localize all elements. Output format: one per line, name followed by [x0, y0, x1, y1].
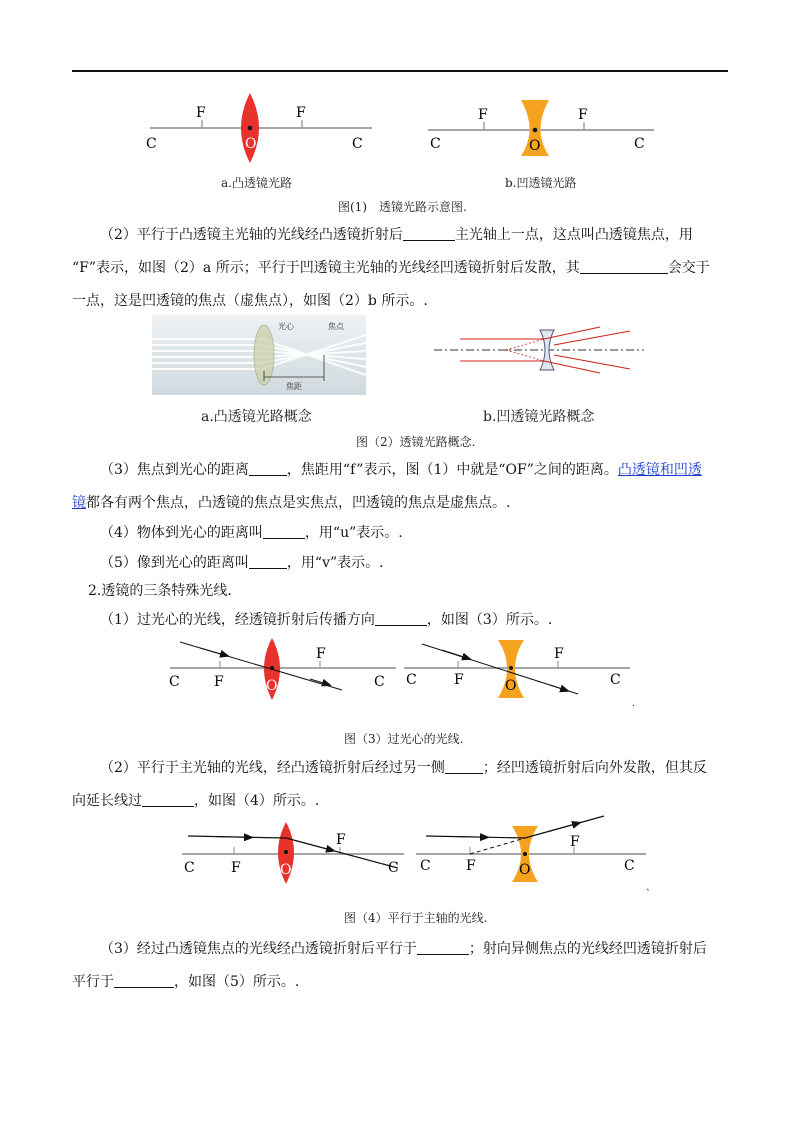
caption-concave-concept: b.凹透镜光路概念 — [483, 409, 595, 425]
label-O: O — [245, 136, 257, 152]
label-F: F — [478, 107, 488, 123]
figure-1-title: 图(1) 透镜光路示意图. — [338, 200, 467, 214]
caption-convex-concept: a.凸透镜光路概念 — [201, 409, 312, 425]
answer-blank[interactable] — [263, 524, 305, 539]
paragraph-focus: （2）平行于凸透镜主光轴的光线经凸透镜折射后 主光轴上一点，这点叫凸透镜焦点，用 “F”表示，如图（2）a 所示；平行于凹透镜主光轴的光线经凹透镜折射后发散，其 会交于 一点，这是凹透镜的焦点（虚焦点），如图（2）b 所示。. — [72, 227, 710, 309]
paragraph-parallel-rays: （2）平行于主光轴的光线，经凸透镜折射后经过另一侧 ；经凹透镜折射后向外发散，但其反 向延长线过 ，如图（4）所示。. — [72, 760, 707, 809]
answer-blank[interactable] — [249, 461, 287, 476]
svg-text:光心: 光心 — [278, 322, 294, 331]
svg-text:C: C — [184, 860, 195, 876]
caption-concave: b.凹透镜光路 — [505, 176, 577, 190]
figure-3 — [160, 634, 650, 714]
label-F: F — [578, 107, 588, 123]
caption-convex: a.凸透镜光路 — [221, 176, 292, 190]
svg-text:O: O — [266, 678, 278, 694]
paragraph-focus-rays: （3）经过凸透镜焦点的光线经凸透镜折射后平行于 ；射向异侧焦点的光线经凹透镜折射后 平行于 ，如图（5）所示。. — [72, 941, 707, 990]
label-C: C — [430, 136, 441, 152]
label-C: C — [352, 136, 363, 152]
answer-blank[interactable] — [375, 611, 427, 626]
paragraph-object-distance: （4）物体到光心的距离叫 ，用“u”表示。. — [100, 525, 403, 541]
svg-text:C: C — [610, 672, 621, 688]
svg-text:C: C — [169, 674, 180, 690]
answer-blank[interactable] — [580, 259, 668, 274]
svg-text:O: O — [505, 678, 517, 694]
svg-text:C: C — [406, 672, 417, 688]
svg-text:O: O — [280, 862, 292, 878]
header-rule — [72, 70, 728, 72]
svg-text:F: F — [231, 860, 241, 876]
figure-3-title: 图（3）过光心的光线. — [344, 732, 464, 746]
paragraph-optical-center: （1）过光心的光线，经透镜折射后传播方向 ，如图（3）所示。. — [100, 612, 553, 628]
svg-text:F: F — [316, 646, 326, 662]
section-heading: 2.透镜的三条特殊光线. — [88, 583, 232, 599]
lens-link[interactable]: 凸透镜和凹透 — [617, 462, 702, 478]
svg-text:焦点: 焦点 — [328, 322, 344, 331]
svg-text:F: F — [454, 672, 464, 688]
lens-link[interactable]: 镜 — [72, 495, 86, 511]
answer-blank[interactable] — [142, 792, 194, 807]
concave-lens-diagram — [430, 325, 646, 375]
figure-4 — [176, 812, 662, 896]
convex-lens-photo — [152, 315, 366, 395]
svg-text:.: . — [632, 699, 635, 709]
svg-text:C: C — [624, 858, 635, 874]
svg-text:O: O — [519, 862, 531, 878]
answer-blank[interactable] — [417, 940, 469, 955]
paragraph-focal-length: （3）焦点到光心的距离 ，焦距用“f”表示，图（1）中就是“OF”之间的距离。凸透镜和凹透 镜都各有两个焦点，凸透镜的焦点是实焦点，凹透镜的焦点是虚焦点。. — [72, 462, 702, 511]
svg-text:F: F — [466, 858, 476, 874]
svg-text:C: C — [420, 858, 431, 874]
label-C: C — [146, 136, 157, 152]
svg-text:C: C — [374, 674, 385, 690]
svg-text:C: C — [388, 860, 399, 876]
label-C: C — [634, 136, 645, 152]
svg-text:F: F — [554, 646, 564, 662]
svg-text:F: F — [336, 832, 346, 848]
answer-blank[interactable] — [249, 554, 287, 569]
label-F: F — [196, 105, 206, 121]
answer-blank[interactable] — [445, 759, 483, 774]
svg-text:F: F — [214, 674, 224, 690]
answer-blank[interactable] — [403, 226, 455, 241]
svg-text:F: F — [570, 834, 580, 850]
answer-blank[interactable] — [114, 973, 174, 988]
label-O: O — [529, 138, 541, 154]
svg-text:、: 、 — [646, 883, 656, 893]
figure-1 — [130, 90, 690, 170]
figure-2-title: 图（2）透镜光路概念. — [356, 435, 476, 449]
figure-4-title: 图（4）平行于主轴的光线. — [344, 911, 488, 925]
paragraph-image-distance: （5）像到光心的距离叫 ，用“v”表示。. — [100, 555, 384, 571]
svg-text:焦距: 焦距 — [286, 382, 302, 391]
label-F: F — [296, 105, 306, 121]
